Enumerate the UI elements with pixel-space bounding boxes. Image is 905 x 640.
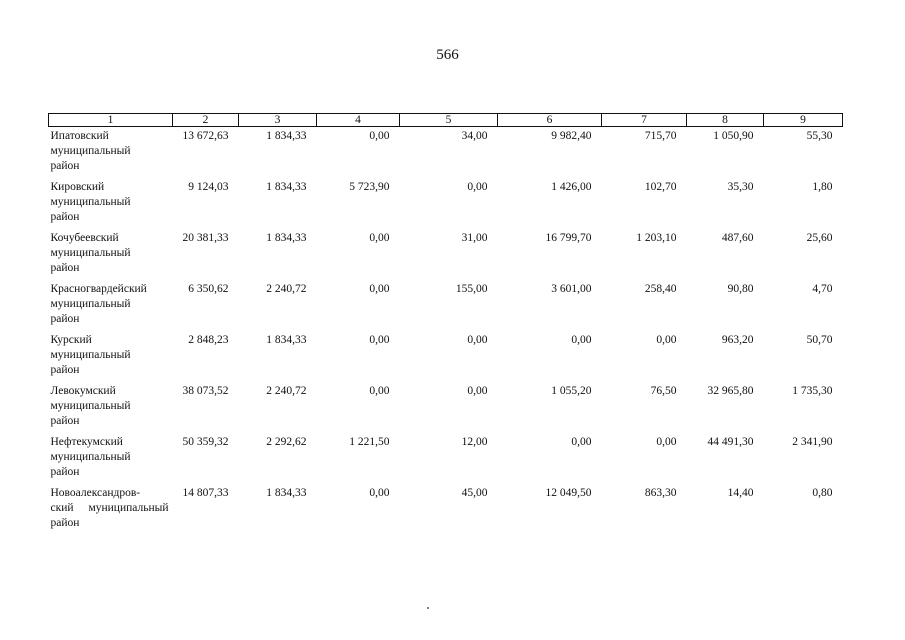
table-cell: 5 723,90 — [349, 181, 390, 193]
table-cell: 0,80 — [812, 487, 833, 499]
district-name — [49, 280, 173, 331]
table-cell: 25,60 — [806, 232, 833, 244]
district-name-line: Новоалександров- — [50, 487, 141, 499]
district-name-line: Нефтекумский — [50, 436, 123, 448]
column-header: 4 — [317, 114, 400, 127]
district-name-line: Кировский — [50, 181, 105, 193]
table-cell: 863,30 — [644, 487, 677, 499]
table-cell: 963,20 — [721, 334, 754, 346]
district-name-line: район — [50, 466, 80, 478]
table-cell: 0,00 — [656, 334, 677, 346]
district-name-line: район — [50, 313, 80, 325]
table-cell: 32 965,80 — [707, 385, 754, 397]
district-name — [49, 331, 173, 382]
table-row — [49, 382, 843, 433]
district-name-line: ский муниципальный — [50, 502, 169, 514]
table-cell: 0,00 — [571, 436, 592, 448]
district-name — [49, 484, 173, 535]
table-cell: 3 601,00 — [551, 283, 592, 295]
district-name-line: район — [50, 517, 80, 529]
table-cell: 715,70 — [644, 130, 677, 142]
district-name-line: район — [50, 262, 80, 274]
table-cell: 35,30 — [727, 181, 754, 193]
table-cell: 0,00 — [467, 334, 488, 346]
table-header — [49, 114, 843, 127]
table-cell: 1 055,20 — [551, 385, 592, 397]
table-cell: 1 834,33 — [266, 334, 307, 346]
table-cell: 2 240,72 — [266, 283, 307, 295]
district-name-line: муниципальный — [50, 349, 131, 361]
table-cell: 0,00 — [369, 334, 390, 346]
district-name-line: муниципальный — [50, 247, 131, 259]
district-name — [49, 178, 173, 229]
table-cell: 4,70 — [812, 283, 833, 295]
column-header: 5 — [400, 114, 498, 127]
table-cell: 90,80 — [727, 283, 754, 295]
table-cell: 1 834,33 — [266, 232, 307, 244]
table-cell: 258,40 — [644, 283, 677, 295]
table-cell: 9 982,40 — [551, 130, 592, 142]
district-name-line: муниципальный — [50, 400, 131, 412]
table-cell: 16 799,70 — [545, 232, 592, 244]
table-cell: 1 834,33 — [266, 487, 307, 499]
table-cell: 1 735,30 — [792, 385, 833, 397]
table-cell: 14 807,33 — [182, 487, 229, 499]
table-cell: 0,00 — [369, 283, 390, 295]
table-cell: 50 359,32 — [182, 436, 229, 448]
district-name — [49, 127, 173, 179]
table-cell: 0,00 — [369, 232, 390, 244]
district-name-line: район — [50, 211, 80, 223]
table-cell: 34,00 — [461, 130, 488, 142]
table-row — [49, 433, 843, 484]
table-cell: 14,40 — [727, 487, 754, 499]
column-header: 1 — [49, 114, 173, 127]
table-cell: 76,50 — [650, 385, 677, 397]
table-cell: 0,00 — [467, 181, 488, 193]
table-cell: 13 672,63 — [182, 130, 229, 142]
table-cell: 1 203,10 — [636, 232, 677, 244]
table-cell: 1 221,50 — [349, 436, 390, 448]
column-header: 8 — [687, 114, 764, 127]
table-cell: 0,00 — [467, 385, 488, 397]
table-cell: 0,00 — [369, 487, 390, 499]
district-name-line: Кочубеевский — [50, 232, 119, 244]
table-cell: 50,70 — [806, 334, 833, 346]
table-cell: 38 073,52 — [182, 385, 229, 397]
district-name-line: муниципальный — [50, 298, 131, 310]
district-name-line: район — [50, 364, 80, 376]
table-row — [49, 127, 843, 179]
table-cell: 6 350,62 — [188, 283, 229, 295]
column-header: 6 — [498, 114, 602, 127]
table-cell: 487,60 — [721, 232, 754, 244]
table-cell: 1 834,33 — [266, 181, 307, 193]
table-row — [49, 229, 843, 280]
district-name-line: муниципальный — [50, 145, 131, 157]
table-cell: 12 049,50 — [545, 487, 592, 499]
table-cell: 2 292,62 — [266, 436, 307, 448]
table-cell: 155,00 — [455, 283, 488, 295]
district-name-line: муниципальный — [50, 196, 131, 208]
district-name-line: район — [50, 160, 80, 172]
scan-speck — [427, 607, 429, 609]
table-cell: 2 848,23 — [188, 334, 229, 346]
district-name — [49, 433, 173, 484]
header-row — [49, 114, 843, 127]
district-name-line: Курский — [50, 334, 92, 346]
table-cell: 0,00 — [571, 334, 592, 346]
district-name-line: Ипатовский — [50, 130, 109, 142]
table-cell: 31,00 — [461, 232, 488, 244]
table-cell: 0,00 — [369, 130, 390, 142]
page-number: 566 — [436, 47, 459, 63]
table-cell: 55,30 — [806, 130, 833, 142]
data-table — [48, 113, 843, 535]
column-header: 7 — [602, 114, 687, 127]
table-cell: 1 426,00 — [551, 181, 592, 193]
district-name-line: район — [50, 415, 80, 427]
table-body — [49, 127, 843, 536]
table-cell: 102,70 — [644, 181, 677, 193]
table-row — [49, 280, 843, 331]
table-row — [49, 484, 843, 535]
table-cell: 2 240,72 — [266, 385, 307, 397]
district-name — [49, 382, 173, 433]
table-row — [49, 331, 843, 382]
district-name — [49, 229, 173, 280]
table-cell: 20 381,33 — [182, 232, 229, 244]
table-cell: 1,80 — [812, 181, 833, 193]
table-cell: 9 124,03 — [188, 181, 229, 193]
district-name-line: муниципальный — [50, 451, 131, 463]
table-cell: 1 050,90 — [713, 130, 754, 142]
district-name-line: Красногвардейский — [50, 283, 147, 295]
table-cell: 0,00 — [369, 385, 390, 397]
column-header: 3 — [239, 114, 317, 127]
table-cell: 1 834,33 — [266, 130, 307, 142]
table-cell: 2 341,90 — [792, 436, 833, 448]
table-cell: 44 491,30 — [707, 436, 754, 448]
column-header: 2 — [173, 114, 239, 127]
table-cell: 0,00 — [656, 436, 677, 448]
table-cell: 45,00 — [461, 487, 488, 499]
table-row — [49, 178, 843, 229]
district-name-line: Левокумский — [50, 385, 116, 397]
column-header: 9 — [764, 114, 843, 127]
table-cell: 12,00 — [461, 436, 488, 448]
